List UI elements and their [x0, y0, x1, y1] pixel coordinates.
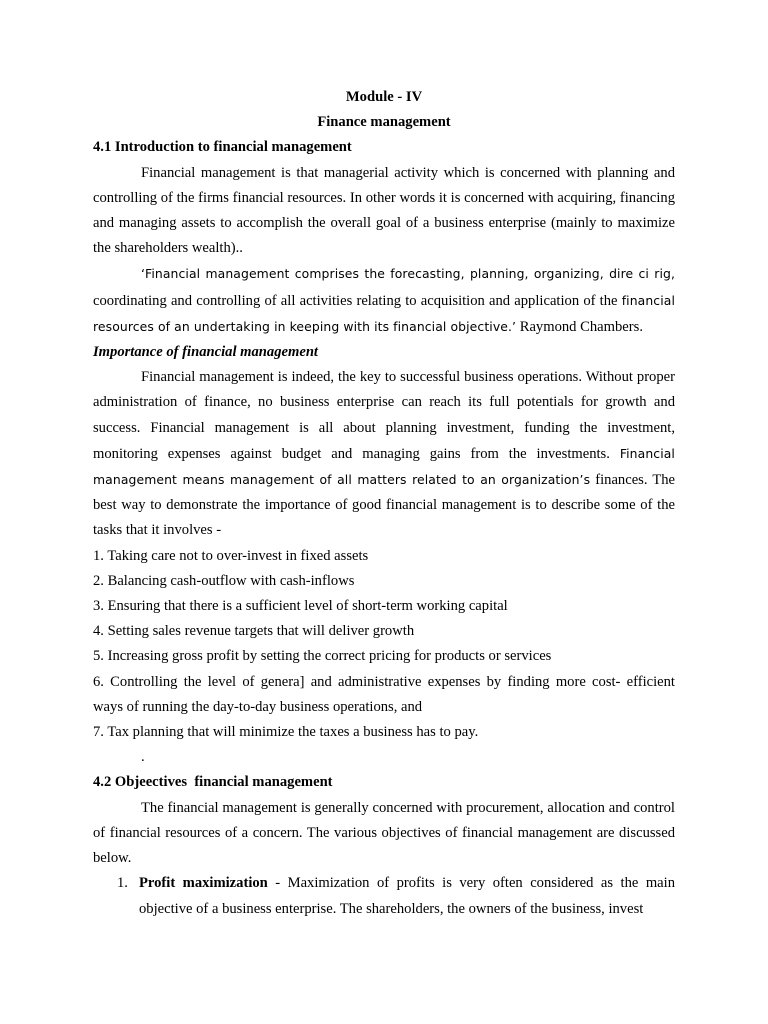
item-title: Profit maximization	[139, 875, 268, 892]
quote-line-1: ‘Financial management comprises the forecasting, planning, organizing, dire ci rig,	[141, 266, 675, 282]
stray-dot: .	[141, 749, 145, 766]
numbered-item-profit	[93, 871, 675, 921]
importance-text-c: finances. The best way to demonstrate the importance of good financial management is to describe some of the tasks that it involves -	[93, 472, 676, 539]
quote-author-last: Chambers.	[580, 318, 643, 335]
item-text: - Maximization of profits is very often considered as the main objective of a business enterprise. The shareholders, the owners of the business, invest	[139, 875, 675, 917]
quote-line-2: coordinating and controlling of all activities relating to acquisition and application of the	[93, 292, 618, 309]
list-item: 4. Setting sales revenue targets that will deliver growth	[93, 623, 415, 640]
module-title: Module - IV	[345, 89, 423, 105]
list-item: 1. Taking care not to over-invest in fixed assets	[93, 547, 369, 564]
importance-heading: Importance of financial management	[93, 344, 318, 361]
quote-paragraph	[93, 261, 675, 340]
quote-author-first: Raymond	[519, 318, 577, 335]
objectives-paragraph: The financial management is generally concerned with procurement, allocation and control of financial resources of a concern. The various objectives of financial management are discussed below.	[93, 799, 675, 867]
item-body	[139, 871, 675, 921]
section-heading-4-2: 4.2 Objeectives financial management	[93, 774, 333, 791]
list-item: 6. Controlling the level of genera] and administrative expenses by finding more cost- efficient ways of running the day-to-day business operations, and	[93, 673, 675, 715]
quote-line-3: financial resources of an undertaking in keeping with its financial objective.’	[93, 292, 675, 334]
item-number: 1.	[117, 875, 128, 892]
section-heading-4-1: 4.1 Introduction to financial management	[93, 139, 352, 156]
importance-text-a: Financial management is indeed, the key to successful business operations. Without proper administration of finance, no business enterprise can reach its full potentials for growth and success. Financial management is all about planning investment, funding the investment, monitoring expenses against budget and managing gains from the investments.	[93, 369, 675, 462]
importance-text-b: Financial management means management of all matters related to an organization’s	[93, 445, 675, 488]
list-item: 2. Balancing cash-outflow with cash-inflows	[93, 572, 355, 589]
document-page	[93, 85, 675, 922]
intro-paragraph: Financial management is that managerial activity which is concerned with planning and controlling of the firms financial resources. In other words it is concerned with acquiring, financing and managing assets to accomplish the overall goal of a business enterprise (mainly to maximize the shareholders wealth)..	[93, 164, 675, 257]
list-item: 3. Ensuring that there is a sufficient level of short-term working capital	[93, 598, 508, 615]
importance-paragraph	[93, 365, 675, 543]
document-title: Finance management	[317, 114, 451, 131]
list-item: 5. Increasing gross profit by setting the correct pricing for products or services	[93, 648, 552, 665]
list-item: 7. Tax planning that will minimize the taxes a business has to pay.	[93, 724, 479, 741]
